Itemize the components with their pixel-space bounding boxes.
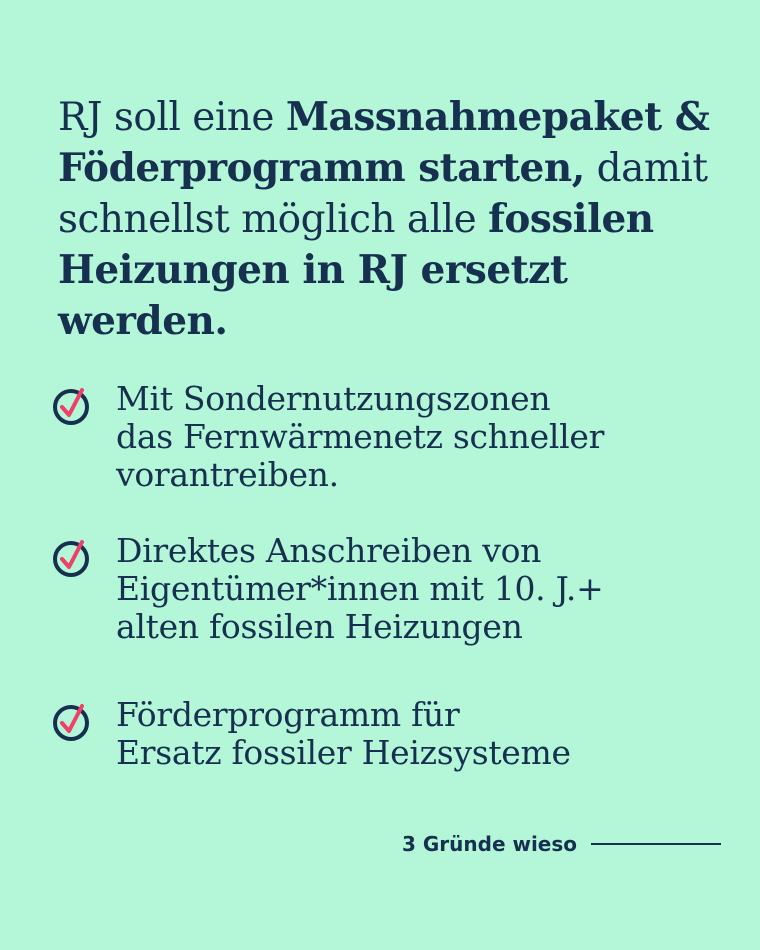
- check-circle-icon: [52, 538, 92, 578]
- headline: [58, 92, 738, 347]
- headline-part-2: Massnahmepaket & Föderprogramm starten,: [58, 94, 710, 191]
- headline-part-1: RJ soll eine: [58, 95, 286, 140]
- headline-part-4: fossilen Heizungen in RJ ersetzt werden.: [58, 196, 654, 344]
- list-item-text: Förderprogramm für Ersatz fossiler Heizsysteme: [116, 695, 571, 772]
- headline-part-3: damit schnellst möglich alle: [58, 146, 708, 242]
- check-circle-icon: [52, 702, 92, 742]
- footer: [402, 832, 721, 856]
- footer-label: 3 Gründe wieso: [402, 832, 578, 856]
- list-item-text: Mit Sondernutzungszonen das Fernwärmenetz schneller vorantreiben.: [116, 379, 605, 494]
- footer-divider: [591, 843, 721, 845]
- list-item-text: Direktes Anschreiben von Eigentümer*innen mit 10. J.+ alten fossilen Heizungen: [116, 531, 604, 646]
- check-circle-icon: [52, 386, 92, 426]
